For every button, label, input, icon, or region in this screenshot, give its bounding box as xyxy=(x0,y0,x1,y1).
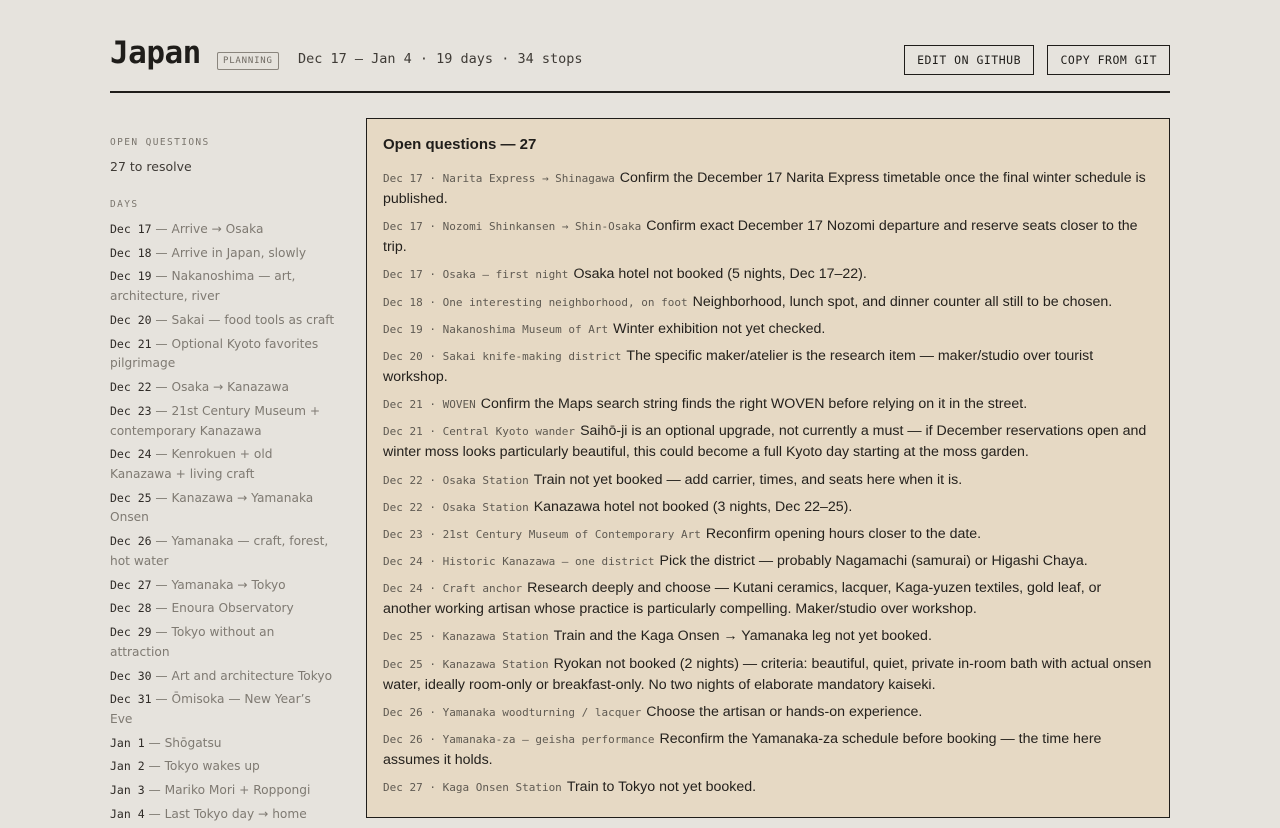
edit-on-github-button[interactable]: EDIT ON GITHUB xyxy=(904,45,1034,75)
sidebar-day-item[interactable]: Dec 22 — Osaka → Kanazawa xyxy=(110,380,289,395)
days-list xyxy=(110,220,335,828)
question-text: Reconfirm the Yamanaka-za schedule before booking — the time here assumes it holds. xyxy=(383,731,1102,768)
sidebar-day-item[interactable]: Dec 28 — Enoura Observatory xyxy=(110,601,294,616)
question-item[interactable] xyxy=(383,702,1153,723)
sidebar-day-item[interactable]: Jan 2 — Tokyo wakes up xyxy=(110,759,260,774)
day-title: Arrive in Japan, slowly xyxy=(171,245,307,260)
question-text: Train and the Kaga Onsen → Yamanaka leg not yet booked. xyxy=(553,628,932,645)
question-tag: Dec 19 · Nakanoshima Museum of Art xyxy=(383,322,609,336)
open-questions-count-link[interactable]: 27 to resolve xyxy=(110,159,192,174)
question-item[interactable] xyxy=(383,346,1153,388)
question-text: Winter exhibition not yet checked. xyxy=(613,320,826,337)
days-label: DAYS xyxy=(110,199,139,210)
day-date: Dec 29 xyxy=(110,625,152,640)
question-tag: Dec 26 · Yamanaka woodturning / lacquer xyxy=(383,705,642,719)
sidebar-day-item[interactable]: Jan 1 — Shōgatsu xyxy=(110,735,222,750)
day-title: Shōgatsu xyxy=(164,735,222,750)
day-title: Kanazawa → Yamanaka Onsen xyxy=(110,490,314,525)
question-text: Osaka hotel not booked (5 nights, Dec 17–22). xyxy=(573,266,867,283)
question-tag: Dec 27 · Kaga Onsen Station xyxy=(383,781,562,795)
question-tag: Dec 22 · Osaka Station xyxy=(383,500,529,514)
sidebar-day-item[interactable]: Dec 30 — Art and architecture Tokyo xyxy=(110,668,333,683)
sidebar-day-item[interactable]: Dec 23 — 21st Century Museum + contemporary Kanazawa xyxy=(110,403,321,438)
day-title: Arrive → Osaka xyxy=(171,222,264,236)
question-text: Reconfirm opening hours closer to the date. xyxy=(705,525,982,542)
day-title: Yamanaka — craft, forest, hot water xyxy=(110,534,329,568)
question-item[interactable] xyxy=(383,168,1153,210)
question-item[interactable] xyxy=(383,777,1153,798)
question-text: Ryokan not booked (2 nights) — criteria: beautiful, quiet, private in-room bath with actual onsen water, ideally room-only or breakfast-only. No two nights of elaborate mandatory kaiseki. xyxy=(383,655,1152,693)
sidebar-day-item[interactable]: Jan 3 — Mariko Mori + Roppongi xyxy=(110,783,311,798)
day-title: 21st Century Museum + contemporary Kanazawa xyxy=(110,403,321,438)
question-item[interactable] xyxy=(383,264,1153,285)
sidebar-day-item[interactable]: Jan 4 — Last Tokyo day → home xyxy=(110,806,307,821)
question-item[interactable] xyxy=(383,551,1153,572)
open-questions-label: OPEN QUESTIONS xyxy=(110,137,210,148)
question-tag: Dec 18 · One interesting neighborhood, on foot xyxy=(383,295,688,309)
question-item[interactable] xyxy=(383,626,1153,647)
day-date: Dec 22 xyxy=(110,380,152,395)
day-title: Mariko Mori + Roppongi xyxy=(164,783,311,798)
question-item[interactable] xyxy=(383,524,1153,545)
day-title: Art and architecture Tokyo xyxy=(171,668,333,683)
status-badge: PLANNING xyxy=(217,52,279,70)
day-date: Dec 19 xyxy=(110,269,152,284)
sidebar-day-item[interactable]: Dec 19 — Nakanoshima — art, architecture, river xyxy=(110,269,296,304)
question-text: Saihō-ji is an optional upgrade, not currently a must — if December reservations open and winter moss looks particularly beautiful, this could become a full Kyoto day starting at the moss garden. xyxy=(383,423,1147,461)
question-tag: Dec 17 · Nozomi Shinkansen → Shin-Osaka xyxy=(383,220,642,234)
question-tag: Dec 22 · Osaka Station xyxy=(383,473,529,487)
sidebar-day-item[interactable]: Dec 26 — Yamanaka — craft, forest, hot water xyxy=(110,534,329,568)
day-title: Kenrokuen + old Kanazawa + living craft xyxy=(110,447,273,481)
question-text: Pick the district — probably Nagamachi (samurai) or Higashi Chaya. xyxy=(659,553,1088,570)
panel-heading: Open questions — 27 xyxy=(383,136,537,153)
day-title: Tokyo without an attraction xyxy=(110,625,275,659)
day-title: Yamanaka → Tokyo xyxy=(171,577,286,592)
question-text: Train not yet booked — add carrier, times, and seats here when it is. xyxy=(533,471,963,488)
question-item[interactable] xyxy=(383,394,1153,415)
day-date: Dec 18 xyxy=(110,245,152,260)
question-tag: Dec 25 · Kanazawa Station xyxy=(383,630,549,644)
question-tag: Dec 17 · Osaka — first night xyxy=(383,268,569,282)
question-tag: Dec 20 · Sakai knife-making district xyxy=(383,349,622,363)
sidebar-day-item[interactable]: Dec 29 — Tokyo without an attraction xyxy=(110,625,275,659)
question-item[interactable] xyxy=(383,421,1153,463)
question-tag: Dec 26 · Yamanaka-za — geisha performance xyxy=(383,733,655,746)
day-date: Dec 28 xyxy=(110,601,152,616)
day-title: Optional Kyoto favorites pilgrimage xyxy=(110,336,319,371)
day-date: Dec 17 xyxy=(110,222,152,236)
sidebar-day-item[interactable]: Dec 27 — Yamanaka → Tokyo xyxy=(110,577,286,592)
day-date: Jan 3 xyxy=(110,783,145,798)
page-header xyxy=(110,0,1170,93)
question-tag: Dec 23 · 21st Century Museum of Contemporary Art xyxy=(383,527,701,541)
day-date: Dec 23 xyxy=(110,403,152,418)
day-title: Last Tokyo day → home xyxy=(164,806,307,821)
day-date: Jan 1 xyxy=(110,735,145,750)
question-item[interactable] xyxy=(383,216,1153,258)
question-text: Neighborhood, lunch spot, and dinner counter all still to be chosen. xyxy=(692,293,1113,310)
question-text: Train to Tokyo not yet booked. xyxy=(566,779,757,796)
day-date: Dec 25 xyxy=(110,490,152,505)
sidebar-day-item[interactable]: Dec 20 — Sakai — food tools as craft xyxy=(110,312,335,327)
day-date: Dec 24 xyxy=(110,447,152,462)
sidebar-day-item[interactable]: Dec 31 — Ōmisoka — New Year’s Eve xyxy=(110,692,311,726)
copy-from-git-button[interactable]: COPY FROM GIT xyxy=(1047,45,1170,75)
page xyxy=(110,0,1170,821)
day-title: Sakai — food tools as craft xyxy=(171,312,335,327)
question-text: Confirm exact December 17 Nozomi departure and reserve seats closer to the trip. xyxy=(383,218,1138,256)
question-tag: Dec 25 · Kanazawa Station xyxy=(383,657,549,671)
question-tag: Dec 24 · Historic Kanazawa — one district xyxy=(383,555,655,569)
day-title: Enoura Observatory xyxy=(171,601,294,616)
sidebar-day-item[interactable]: Dec 25 — Kanazawa → Yamanaka Onsen xyxy=(110,490,314,525)
question-item[interactable] xyxy=(383,292,1153,313)
sidebar-day-item[interactable]: Dec 21 — Optional Kyoto favorites pilgrimage xyxy=(110,336,319,371)
question-item[interactable] xyxy=(383,729,1153,771)
open-questions-panel xyxy=(366,118,1170,818)
question-text: Research deeply and choose — Kutani ceramics, lacquer, Kaga-yuzen textiles, gold leaf, or another working artisan whose practice is particularly compelling. Maker/studio over workshop. xyxy=(383,580,1102,618)
question-text: Confirm the December 17 Narita Express timetable once the final winter schedule is published. xyxy=(383,170,1146,207)
day-date: Jan 4 xyxy=(110,806,145,821)
question-tag: Dec 17 · Narita Express → Shinagawa xyxy=(383,172,615,185)
question-text: Kanazawa hotel not booked (3 nights, Dec 22–25). xyxy=(533,498,853,515)
day-date: Dec 30 xyxy=(110,668,152,683)
day-title: Tokyo wakes up xyxy=(164,759,260,774)
day-date: Dec 26 xyxy=(110,534,152,549)
day-date: Dec 20 xyxy=(110,312,152,327)
day-title: Osaka → Kanazawa xyxy=(171,380,289,395)
trip-meta: Dec 17 — Jan 4 · 19 days · 34 stops xyxy=(298,51,583,67)
day-date: Dec 27 xyxy=(110,577,152,592)
day-date: Dec 31 xyxy=(110,692,152,707)
question-item[interactable] xyxy=(383,578,1153,620)
day-date: Jan 2 xyxy=(110,759,145,774)
day-date: Dec 21 xyxy=(110,336,152,351)
question-item[interactable] xyxy=(383,497,1153,518)
question-text: The specific maker/atelier is the research item — maker/studio over tourist workshop. xyxy=(383,347,1094,385)
day-title: Nakanoshima — art, architecture, river xyxy=(110,269,296,304)
sidebar-day-item[interactable]: Dec 18 — Arrive in Japan, slowly xyxy=(110,245,307,260)
sidebar-day-item[interactable]: Dec 17 — Arrive → Osaka xyxy=(110,222,264,236)
sidebar-day-item[interactable]: Dec 24 — Kenrokuen + old Kanazawa + living craft xyxy=(110,447,273,481)
page-title: Japan xyxy=(110,35,201,71)
question-text: Confirm the Maps search string finds the right WOVEN before relying on it in the street. xyxy=(480,396,1028,413)
questions-list xyxy=(383,168,1153,798)
question-tag: Dec 21 · WOVEN xyxy=(383,398,476,412)
question-tag: Dec 24 · Craft anchor xyxy=(383,582,523,596)
day-title: Ōmisoka — New Year’s Eve xyxy=(110,692,311,726)
question-item[interactable] xyxy=(383,654,1153,696)
question-text: Choose the artisan or hands-on experience. xyxy=(646,703,923,720)
question-item[interactable] xyxy=(383,470,1153,491)
question-item[interactable] xyxy=(383,319,1153,340)
question-tag: Dec 21 · Central Kyoto wander xyxy=(383,425,576,439)
